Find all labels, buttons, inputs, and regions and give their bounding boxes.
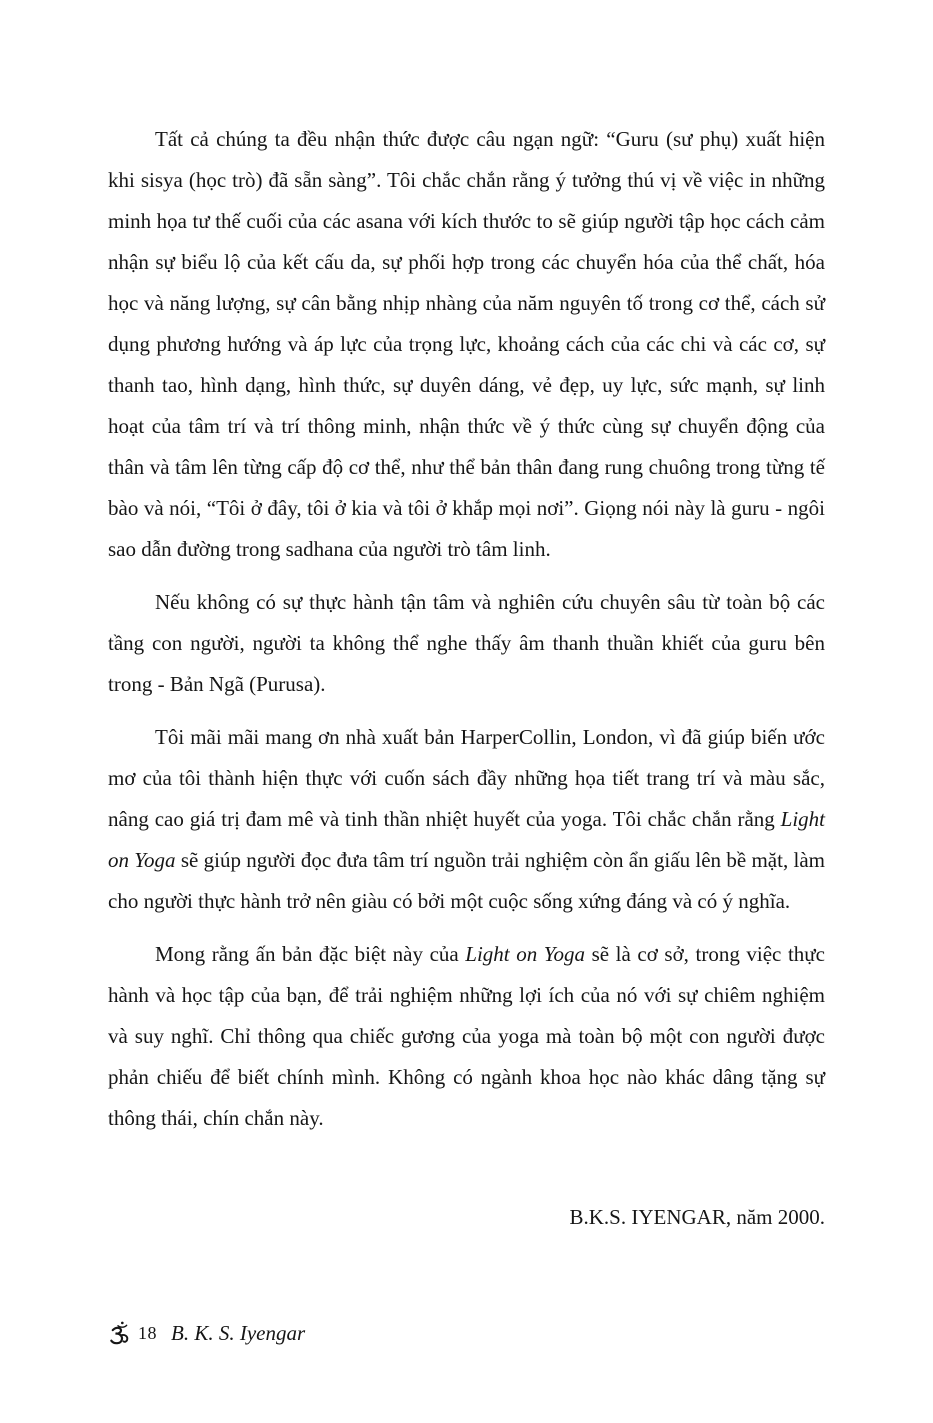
om-icon: [106, 1320, 130, 1346]
paragraph-text: sẽ là cơ sở, trong việc thực hành và học tập của bạn, để trải nghiệm những lợi ích của nó với sự chiêm nghiệm và suy nghĩ. Chỉ thông qua chiếc gương của yoga mà toàn bộ một con người được phản chiếu để biết chính mình. Không có ngành khoa học nào khác dâng tặng sự thông thái, chín chắn này.: [108, 942, 825, 1130]
paragraph-guru-proverb: [108, 119, 825, 570]
paragraph-text: Mong rằng ấn bản đặc biệt này của: [155, 942, 466, 966]
page-number: 18: [138, 1322, 157, 1343]
paragraph-publisher-thanks: [108, 717, 825, 922]
book-title-italic: Light on Yoga: [108, 807, 825, 872]
book-title-italic: Light on Yoga: [465, 942, 586, 966]
paragraph-text: Nếu không có sự thực hành tận tâm và nghiên cứu chuyên sâu từ toàn bộ các tầng con người, người ta không thể nghe thấy âm thanh thuần khiết của guru bên trong - Bản Ngã (Purusa).: [108, 590, 825, 696]
paragraph-text: sẽ giúp người đọc đưa tâm trí nguồn trải nghiệm còn ẩn giấu lên bề mặt, làm cho người thực hành trở nên giàu có bởi một cuộc sống xứng đáng và có ý nghĩa.: [108, 848, 825, 913]
page-content: [108, 119, 825, 1238]
paragraph-text: Tất cả chúng ta đều nhận thức được câu ngạn ngữ: “Guru (sư phụ) xuất hiện khi sisya (học trò) đã sẵn sàng”. Tôi chắc chắn rằng ý tưởng thú vị về việc in những minh họa tư thế cuối của các asana với kích thước to sẽ giúp người tập học cách cảm nhận sự biểu lộ của kết cấu da, sự phối hợp trong các chuyển hóa của thể chất, hóa học và năng lượng, sự cân bằng nhịp nhàng của năm nguyên tố trong cơ thể, cách sử dụng phương hướng và áp lực của trọng lực, khoảng cách của các chi và các cơ, sự thanh tao, hình dạng, hình thức, sự duyên dáng, vẻ đẹp, uy lực, sức mạnh, sự linh hoạt của tâm trí và trí thông minh, nhận thức về ý thức cùng sự chuyển động của thân và tâm lên từng cấp độ cơ thể, như thể bản thân đang rung chuông trong từng tế bào và nói, “Tôi ở đây, tôi ở kia và tôi ở khắp mọi nơi”. Giọng nói này là guru - ngôi sao dẫn đường trong sadhana của người trò tâm linh.: [108, 127, 825, 561]
paragraph-text: Tôi mãi mãi mang ơn nhà xuất bản HarperCollin, London, vì đã giúp biến ước mơ của tôi thành hiện thực với cuốn sách đầy những họa tiết trang trí và màu sắc, nâng cao giá trị đam mê và tinh thần nhiệt huyết của yoga. Tôi chắc chắn rằng: [108, 725, 825, 831]
paragraph-special-edition-wish: [108, 934, 825, 1139]
paragraph-inner-guru: [108, 582, 825, 705]
page-footer: [106, 1320, 305, 1346]
footer-author-name: B. K. S. Iyengar: [171, 1320, 306, 1345]
signature-line: B.K.S. IYENGAR, năm 2000.: [569, 1205, 825, 1229]
